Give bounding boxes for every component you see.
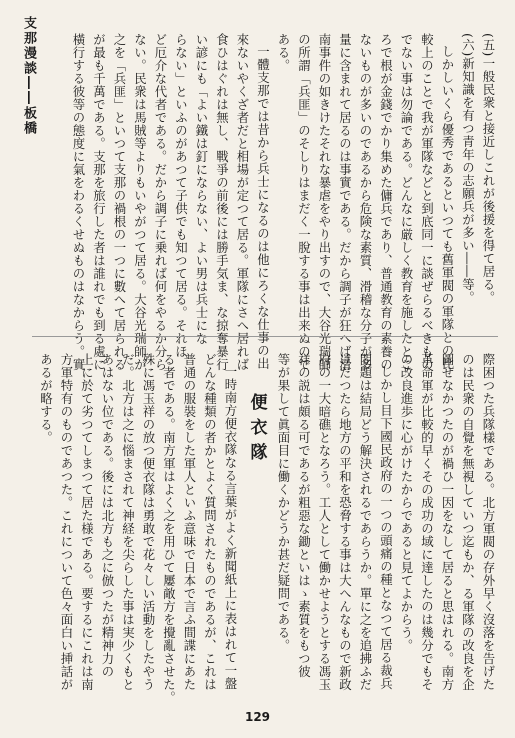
text-column: 食ひはぐれは無し、戰爭の前後には勝手気ま、な掠奪暴行 (214, 33, 230, 371)
lower-text-block (38, 353, 498, 704)
text-column: 際困つた兵隊樣である。北方軍閥の存外早く沒落を告げた (481, 353, 496, 691)
text-column: しかし目下國民政府の一つの頭痛の種となつて居る裁兵 (378, 365, 394, 691)
text-column: どんな種類の者かとよく質問されたものであるが、これは (202, 353, 218, 691)
text-column: が最も千萬である。支那を旅行した者は誰れでも到る處に (91, 33, 107, 371)
text-column: ないものが多いのであるから危険な素質、滑稽な分子が多 (358, 33, 373, 371)
text-column: だ。北方は之に惱まされて神経を尖らした事は実少くもと (120, 353, 136, 691)
section-divider (32, 336, 498, 337)
text-column: る者である。南方軍はよく之を用ひて屢敵方を攪亂させた。 (161, 353, 177, 704)
text-column: 之を「兵匪」といつて支那の禍根の一つに數へて居られる (112, 33, 127, 371)
text-column: のは民衆の自覺を無視していつ迄もか、る軍隊の改良を企 (460, 353, 476, 691)
text-column: (五)一般民衆と接近しこれが後援を得て居る。 (481, 33, 496, 304)
text-column: 殊に馮玉祥の放つ便衣隊は勇敢で花々しい活動をしたやう (141, 353, 156, 691)
text-column: 較上のことで我が軍隊などと到底同一に談ぜらるべきもの (419, 33, 435, 371)
text-column: ない。民衆は馬賊等よりもいやがつて居る。大谷光瑞師が (132, 33, 148, 371)
text-column: 問題は結局どう解決されるであらうか。單に之を追拂ふだ (358, 353, 373, 691)
text-column: 圖せなかつたのが禍ひ一因をなして居ると思はれる。南方 (440, 353, 455, 691)
running-head: 支那漫談――板橋 (21, 16, 36, 136)
text-column: 革命軍が比較的早くその成功の域に達したのは幾分でもそ (419, 353, 435, 691)
text-column: 上に於て劣つてしまつて居た様である。要するにこれは南 (79, 353, 95, 691)
text-column: 一體支那では昔から兵士になるのは他にろくな仕事の出 (255, 45, 271, 371)
text-column: い諺にも「よい鐵は釘にならない、よい男は兵士にな (194, 33, 209, 345)
text-column: けだつたら地方の平和を恐脅する事は大へんなもので新政 (337, 353, 353, 691)
text-column: 南事件の如きけたそれな暴虐をやり出すので、大谷光瑞師 (317, 33, 332, 371)
text-column: ど厄介な代者である。だから調子に乗れば何をやるか分ら (153, 33, 168, 371)
text-column: あはない位である。後には北方も之に倣つたが精神力の (100, 353, 115, 678)
text-column: 一時南方便衣隊なる言葉がよく新聞紙上に表はれて一盤 (223, 365, 238, 691)
text-column: の改良進歩に心がけたからであると見てよからう。 (399, 353, 414, 652)
text-column: 方軍特有のものであつた。これについて色々面白い挿話が (59, 353, 74, 691)
text-column: らない」といふのがあつて子供でも知つて居る。それほ (173, 33, 189, 358)
text-column: ある。 (276, 33, 291, 72)
page-number: 129 (244, 710, 271, 724)
upper-text-block (40, 33, 498, 371)
text-column: 祥の説は頗る可であるが粗惡な鋤といはゝ素質をもつ彼 (296, 353, 312, 678)
text-column: 府の一大暗礁となろう。工人として働かせようとする馮玉 (317, 353, 332, 691)
text-column: あるが略する。 (38, 353, 54, 444)
text-column: (六)新知識を有つ青年の志願兵が多い――等。 (460, 33, 476, 304)
text-column: でない事は勿論である。どんなに厳しく教育を施したとこ (399, 33, 414, 371)
text-column: ろで根が金錢でかり集めた傭兵であり、普通教育の素養の (378, 33, 394, 371)
text-column: の所謂「兵匪」のそしりはまだく一脫する事は出来ぬので (296, 33, 312, 371)
text-column: 等が果して眞面目に働くかどうか甚だ疑問である。 (276, 353, 291, 652)
section-heading: 便衣隊 (246, 393, 267, 468)
text-column: 橫行する彼等の態度に氣をわるくせぬものはなからう。實 (71, 33, 86, 371)
text-column: 普通の服裝をした軍人といふ意味で日本で言ふ間諜にあた (182, 353, 197, 691)
text-column: 量に含まれて居るのは事實である。だから調子が狂へば滑 (337, 33, 353, 371)
text-column: 來ないやくざ者だと相場が定つて居る。軍隊にさへ居れば (235, 33, 250, 371)
text-column: しかしいくら優秀であるといつても舊軍閥の軍隊との比 (440, 45, 455, 371)
